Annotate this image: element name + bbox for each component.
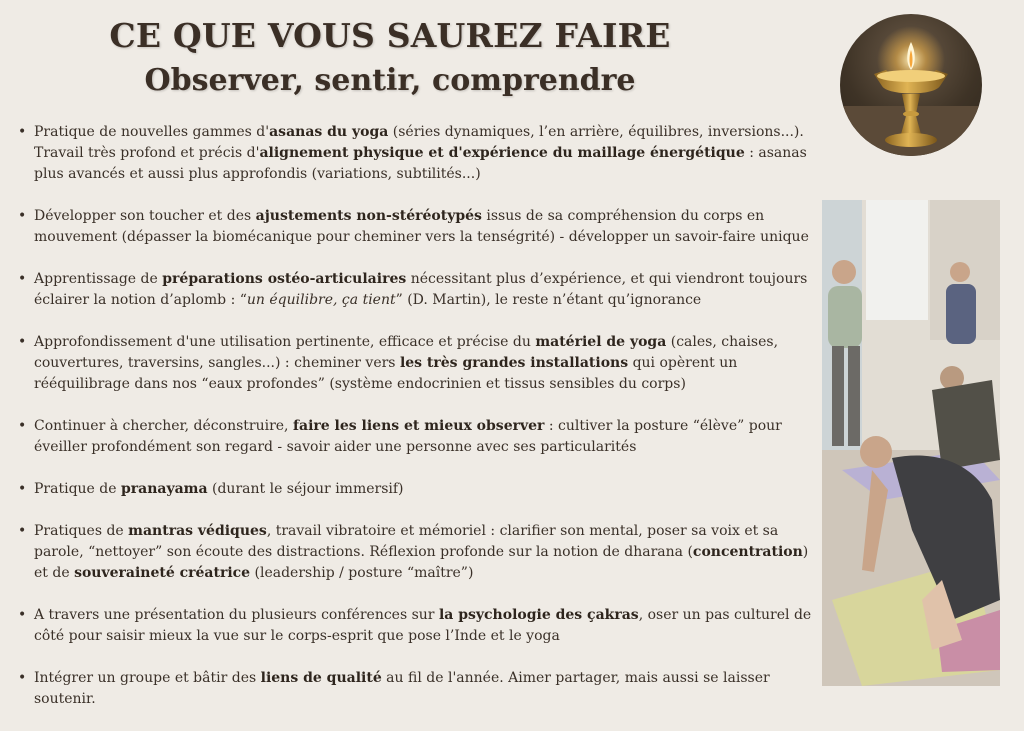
- oil-lamp-icon: [840, 14, 982, 156]
- list-item: • A travers une présentation du plusieurs conférences sur la psychologie des çakras, oser un pas culturel de côté pour saisir mieux la vue sur le corps-esprit que pose l’Inde et le yoga: [16, 605, 816, 647]
- lamp-photo: [840, 14, 982, 156]
- skills-list: [16, 122, 816, 731]
- list-item: • Intégrer un groupe et bâtir des liens de qualité au fil de l'année. Aimer partager, mais aussi se laisser soutenir.: [16, 668, 816, 710]
- list-item: • Continuer à chercher, déconstruire, faire les liens et mieux observer : cultiver la posture “élève” pour éveiller profondément son regard - savoir aider une personne avec ses particularités: [16, 416, 816, 458]
- yoga-class-photo: [822, 200, 1000, 686]
- page-subtitle: Observer, sentir, comprendre: [144, 63, 636, 98]
- list-item: • Pratiques de mantras védiques, travail vibratoire et mémoriel : clarifier son mental, poser sa voix et sa parole, “nettoyer” son écoute des distractions. Réflexion profonde sur la notion de dharana (concentration) et de souveraineté créatrice (leadership / posture “maître”): [16, 521, 816, 584]
- page-title: CE QUE VOUS SAUREZ FAIRE: [109, 16, 671, 55]
- list-item: • Pratique de pranayama (durant le séjour immersif): [16, 479, 816, 500]
- list-item: • Développer son toucher et des ajustements non-stéréotypés issus de sa compréhension du corps en mouvement (dépasser la biomécanique pour cheminer vers la tenségrité) - développer un savoir-faire unique: [16, 206, 816, 248]
- yoga-class-illustration: [822, 200, 1000, 686]
- list-item: • Approfondissement d'une utilisation pertinente, efficace et précise du matériel de yoga (cales, chaises, couvertures, traversins, sangles...) : cheminer vers les très grandes installations qui opèrent un rééquilibrage dans nos “eaux profondes” (système endocrinien et tissus sensibles du corps): [16, 332, 816, 395]
- list-item: • Pratique de nouvelles gammes d'asanas du yoga (séries dynamiques, l’en arrière, équilibres, inversions...). Travail très profond et précis d'alignement physique et d'expérience du maillage énergétique : asanas plus avancés et aussi plus approfondis (variations, subtilités...): [16, 122, 816, 185]
- list-item: • Apprentissage de préparations ostéo-articulaires nécessitant plus d’expérience, et qui viendront toujours éclairer la notion d’aplomb : “un équilibre, ça tient” (D. Martin), le reste n’étant qu’ignorance: [16, 269, 816, 311]
